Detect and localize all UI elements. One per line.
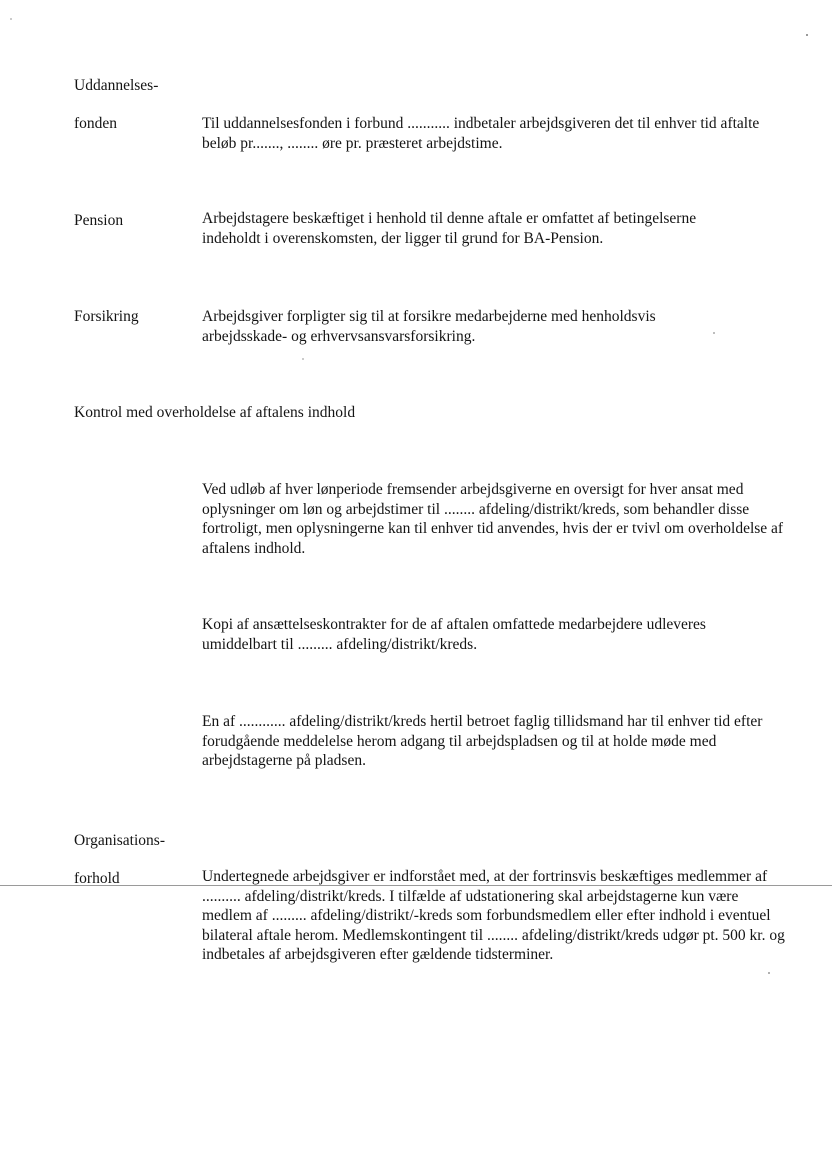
forsikring-text [202, 307, 732, 346]
label-forsikring: Forsikring [74, 308, 139, 325]
scan-speck [302, 358, 304, 360]
label-organisations: Organisations- [74, 832, 165, 849]
label-fonden: fonden [74, 115, 118, 132]
label-uddannelses: Uddannelses- [74, 77, 159, 94]
uddannelsesfonden-paragraph: Til uddannelsesfonden i forbund ........... indbetaler arbejdsgiveren det til enhver tid aftalte beløb pr......., ........ øre pr. præsteret arbejdstime. [202, 115, 760, 152]
kontrol-paragraph-1 [202, 480, 792, 558]
kontrol-paragraph-3 [202, 712, 792, 771]
scan-speck [768, 972, 770, 974]
organisationsforhold-paragraph: Undertegnede arbejdsgiver er indforstået med, at der fortrinsvis beskæftiges medlemmer af .......... afdeling/distrikt/kreds. I tilfælde af udstationering skal arbejdstagerne kun være medlem af ......... afdeling/distrikt/-kreds som forbundsmedlem eller efter indhold i eventuel bilateral aftale herom. Medlemskontingent til ........ afdeling/distrikt/kreds udgør pt. 500 kr. og indbetales af arbejdsgiveren efter gældende tidsterminer. [202, 868, 785, 963]
section-heading-kontrol: Kontrol med overholdelse af aftalens indhold [74, 404, 356, 421]
kontrol-paragraph-1-text: Ved udløb af hver lønperiode fremsender arbejdsgiverne en oversigt for hver ansat med oplysninger om løn og arbejdstimer til ........ afdeling/distrikt/kreds, som behandler disse fortroligt, men oplysningerne kan til enhver tid anvendes, hvis der er tvivl om overholdelse af aftalens indhold. [202, 481, 784, 557]
organisationsforhold-text [202, 867, 787, 965]
kontrol-paragraph-2 [202, 615, 762, 654]
scan-speck [806, 34, 808, 36]
forsikring-paragraph: Arbejdsgiver forpligter sig til at forsikre medarbejderne med henholdsvis arbejdsskade- og erhvervsansvarsforsikring. [202, 308, 656, 345]
scan-speck [10, 18, 12, 20]
kontrol-paragraph-2-text: Kopi af ansættelseskontrakter for de af aftalen omfattede medarbejdere udleveres umiddelbart til ......... afdeling/distrikt/kreds. [202, 616, 706, 653]
label-forhold: forhold [74, 870, 120, 887]
pension-text [202, 209, 757, 248]
uddannelsesfonden-text [202, 114, 777, 153]
pension-paragraph: Arbejdstagere beskæftiget i henhold til denne aftale er omfattet af betingelserne indeholdt i overenskomsten, der ligger til grund for BA-Pension. [202, 210, 697, 247]
scan-speck [713, 332, 715, 334]
kontrol-paragraph-3-text: En af ............ afdeling/distrikt/kreds hertil betroet faglig tillidsmand har til enhver tid efter forudgående meddelelse herom adgang til arbejdspladsen og til at holde møde med arbejdstagerne på pladsen. [202, 713, 763, 769]
label-pension: Pension [74, 212, 124, 229]
